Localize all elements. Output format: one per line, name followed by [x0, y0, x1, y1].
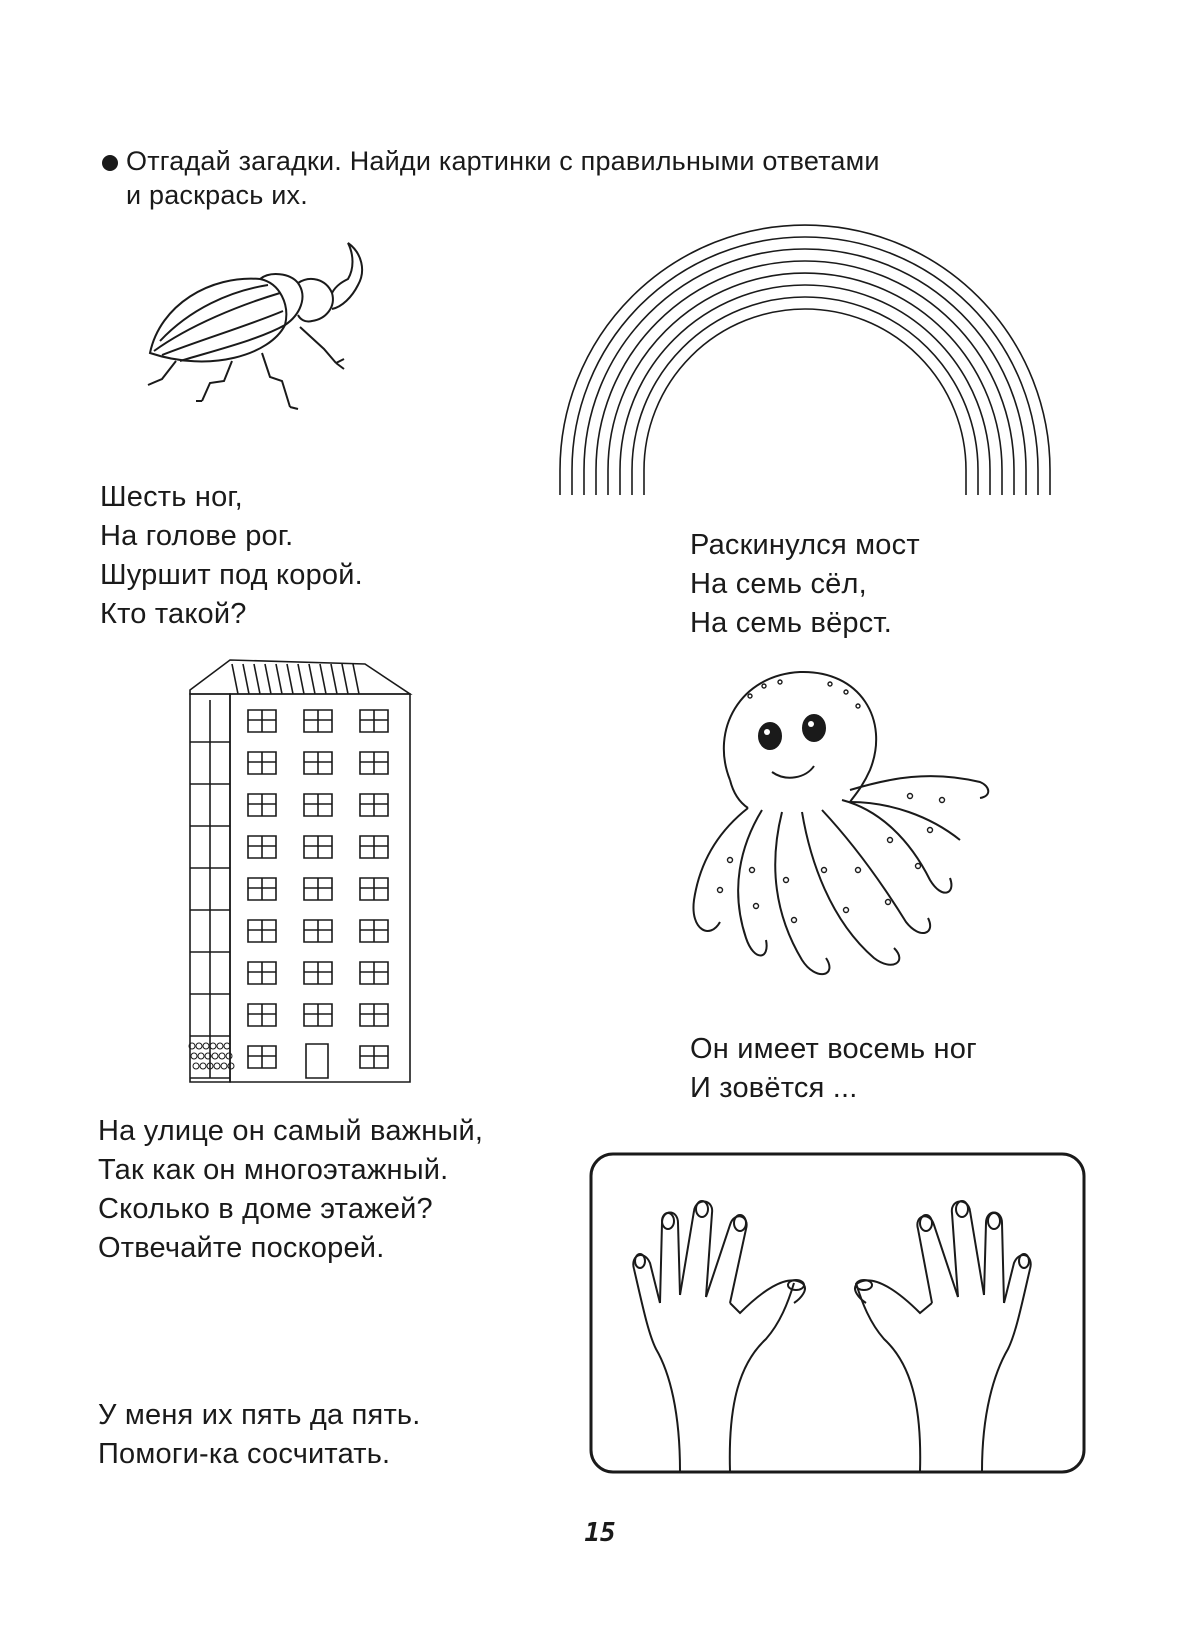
riddle-line: Кто такой?: [100, 598, 247, 630]
riddle-line: Шуршит под корой.: [100, 559, 363, 591]
riddle-line: На семь вёрст.: [690, 607, 892, 639]
building-illustration: [190, 660, 415, 1085]
octopus-illustration: [690, 670, 1010, 1020]
instruction-line-1: Отгадай загадки. Найди картинки с правильными ответами: [126, 146, 880, 176]
hands-illustration: [590, 1153, 1085, 1473]
riddle-line: На семь сёл,: [690, 568, 867, 600]
beetle-illustration: [140, 245, 380, 425]
riddle-hands: [98, 1396, 421, 1474]
instruction-line-2: и раскрась их.: [126, 180, 308, 210]
riddle-line: У меня их пять да пять.: [98, 1399, 421, 1431]
bullet-icon: [102, 155, 118, 171]
riddle-line: На голове рог.: [100, 520, 294, 552]
riddle-line: На улице он самый важный,: [98, 1115, 484, 1147]
riddle-line: Сколько в доме этажей?: [98, 1193, 433, 1225]
riddle-octopus: [690, 1030, 977, 1108]
instruction: [102, 144, 1002, 212]
riddle-building: [98, 1112, 483, 1268]
riddle-line: Помоги-ка сосчитать.: [98, 1438, 391, 1470]
riddle-beetle: [100, 478, 363, 634]
riddle-line: И зовётся ...: [690, 1072, 858, 1104]
door: [306, 1044, 328, 1078]
riddle-rainbow: [690, 526, 920, 643]
riddle-line: Шесть ног,: [100, 481, 243, 513]
riddle-line: Отвечайте поскорей.: [98, 1232, 385, 1264]
riddle-line: Он имеет восемь ног: [690, 1033, 977, 1065]
riddle-line: Так как он многоэтажный.: [98, 1154, 449, 1186]
riddle-line: Раскинулся мост: [690, 529, 920, 561]
page-number: 15: [584, 1518, 616, 1548]
rainbow-illustration: [560, 225, 1050, 495]
